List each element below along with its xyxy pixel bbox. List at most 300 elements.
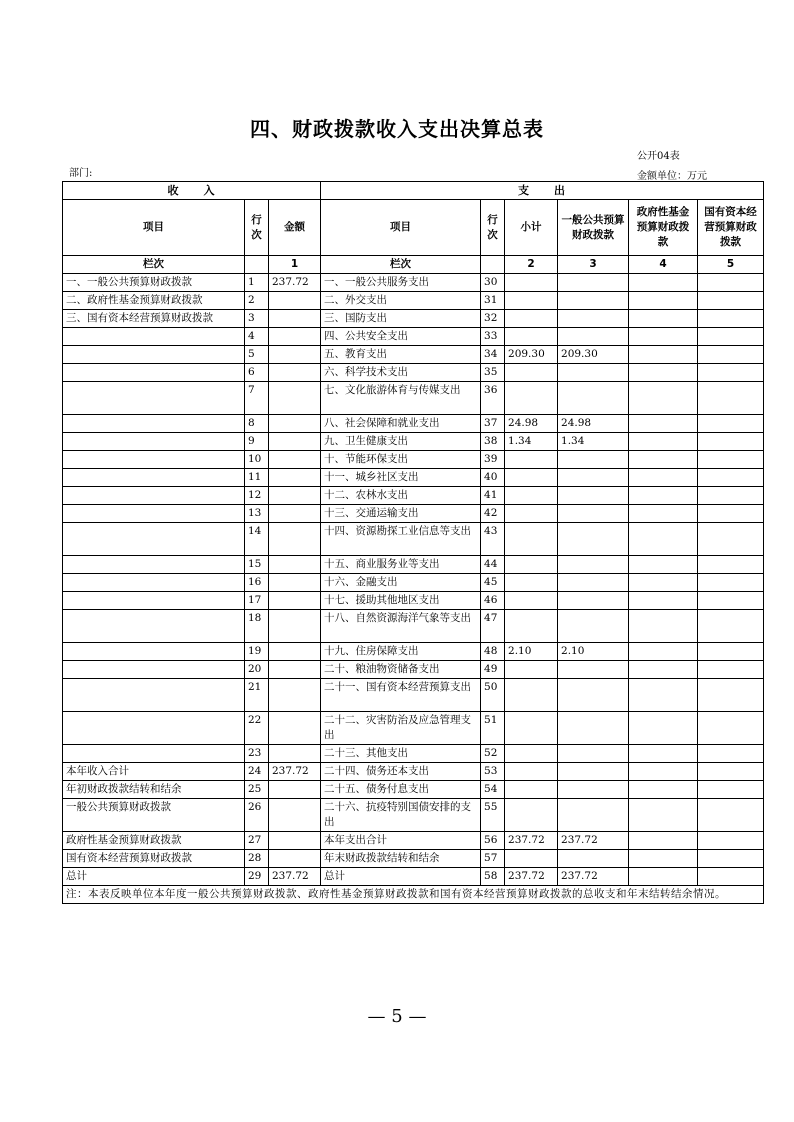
income-item: 一、一般公共预算财政拨款 [63, 274, 245, 292]
income-row-no: 4 [245, 328, 269, 346]
expense-item: 二十五、债务付息支出 [321, 781, 481, 799]
expense-general-budget: 209.30 [558, 346, 629, 364]
expense-gov-fund [629, 364, 698, 382]
expense-subtotal [505, 523, 558, 556]
income-item [63, 364, 245, 382]
expense-item: 七、文化旅游体育与传媒支出 [321, 382, 481, 415]
index-2: 2 [505, 256, 558, 274]
expense-general-budget [558, 661, 629, 679]
income-item [63, 382, 245, 415]
index-label-expense: 栏次 [321, 256, 481, 274]
table-row [63, 451, 764, 469]
expense-state-capital [698, 523, 764, 556]
expense-general-budget [558, 712, 629, 745]
expense-state-capital [698, 433, 764, 451]
col-item-expense: 项目 [321, 200, 481, 256]
expense-subtotal [505, 328, 558, 346]
expense-state-capital [698, 679, 764, 712]
income-row-no: 1 [245, 274, 269, 292]
income-item [63, 679, 245, 712]
income-item [63, 610, 245, 643]
income-amount [269, 346, 321, 364]
income-item [63, 346, 245, 364]
expense-gov-fund [629, 451, 698, 469]
expense-general-budget [558, 610, 629, 643]
expense-subtotal: 2.10 [505, 643, 558, 661]
expense-general-budget [558, 310, 629, 328]
income-amount: 237.72 [269, 763, 321, 781]
table-row [63, 469, 764, 487]
expense-row-no: 43 [481, 523, 505, 556]
expense-state-capital [698, 451, 764, 469]
income-row-no: 9 [245, 433, 269, 451]
expense-gov-fund [629, 679, 698, 712]
expense-row-no: 50 [481, 679, 505, 712]
expense-subtotal [505, 781, 558, 799]
expense-subtotal [505, 799, 558, 832]
expense-subtotal [505, 679, 558, 712]
income-item [63, 415, 245, 433]
expense-subtotal [505, 364, 558, 382]
income-row-no: 5 [245, 346, 269, 364]
income-row-no: 27 [245, 832, 269, 850]
income-row-no: 17 [245, 592, 269, 610]
expense-state-capital [698, 505, 764, 523]
expense-gov-fund [629, 382, 698, 415]
expense-subtotal: 1.34 [505, 433, 558, 451]
expense-gov-fund [629, 310, 698, 328]
expense-subtotal [505, 451, 558, 469]
income-row-no: 2 [245, 292, 269, 310]
income-item [63, 328, 245, 346]
table-row [63, 523, 764, 556]
index-blank-expense [481, 256, 505, 274]
income-item: 年初财政拨款结转和结余 [63, 781, 245, 799]
income-amount [269, 415, 321, 433]
income-amount [269, 592, 321, 610]
expense-gov-fund [629, 712, 698, 745]
income-row-no: 6 [245, 364, 269, 382]
col-row-no-income: 行次 [245, 200, 269, 256]
expense-row-no: 54 [481, 781, 505, 799]
col-amount: 金额 [269, 200, 321, 256]
income-amount [269, 469, 321, 487]
table-row [63, 712, 764, 745]
expense-item: 十六、金融支出 [321, 574, 481, 592]
expense-gov-fund [629, 799, 698, 832]
income-row-no: 29 [245, 868, 269, 886]
expense-subtotal: 24.98 [505, 415, 558, 433]
expense-item: 十、节能环保支出 [321, 451, 481, 469]
expense-row-no: 33 [481, 328, 505, 346]
expense-subtotal: 237.72 [505, 832, 558, 850]
expense-gov-fund [629, 868, 698, 886]
income-amount [269, 505, 321, 523]
expense-item: 三、国防支出 [321, 310, 481, 328]
table-row [63, 679, 764, 712]
expense-gov-fund [629, 850, 698, 868]
expense-row-no: 49 [481, 661, 505, 679]
expense-row-no: 37 [481, 415, 505, 433]
table-row [63, 781, 764, 799]
income-amount [269, 610, 321, 643]
page-number: — 5 — [367, 1006, 427, 1027]
expense-general-budget [558, 745, 629, 763]
income-row-no: 26 [245, 799, 269, 832]
income-item [63, 643, 245, 661]
expense-row-no: 39 [481, 451, 505, 469]
expense-subtotal [505, 610, 558, 643]
department-label: 部门: [69, 168, 93, 179]
income-row-no: 10 [245, 451, 269, 469]
income-amount [269, 487, 321, 505]
expense-row-no: 53 [481, 763, 505, 781]
table-row [63, 661, 764, 679]
expense-general-budget: 2.10 [558, 643, 629, 661]
expense-item: 五、教育支出 [321, 346, 481, 364]
expense-general-budget [558, 487, 629, 505]
expense-row-no: 47 [481, 610, 505, 643]
table-row [63, 574, 764, 592]
table-row [63, 274, 764, 292]
expense-gov-fund [629, 832, 698, 850]
expense-row-no: 36 [481, 382, 505, 415]
expense-state-capital [698, 346, 764, 364]
income-row-no: 7 [245, 382, 269, 415]
expense-state-capital [698, 292, 764, 310]
income-amount [269, 574, 321, 592]
expense-gov-fund [629, 469, 698, 487]
expense-row-no: 42 [481, 505, 505, 523]
income-item [63, 523, 245, 556]
table-row [63, 346, 764, 364]
expense-subtotal [505, 469, 558, 487]
expense-row-no: 46 [481, 592, 505, 610]
income-item [63, 469, 245, 487]
expense-state-capital [698, 868, 764, 886]
table-row [63, 850, 764, 868]
expense-gov-fund [629, 292, 698, 310]
expense-row-no: 35 [481, 364, 505, 382]
expense-gov-fund [629, 781, 698, 799]
expense-item: 年末财政拨款结转和结余 [321, 850, 481, 868]
income-amount [269, 832, 321, 850]
expense-subtotal [505, 574, 558, 592]
table-row [63, 364, 764, 382]
income-row-no: 11 [245, 469, 269, 487]
income-row-no: 22 [245, 712, 269, 745]
expense-header: 支 出 [321, 182, 764, 200]
expense-subtotal [505, 292, 558, 310]
table-row [63, 592, 764, 610]
expense-state-capital [698, 661, 764, 679]
note-row [63, 886, 764, 904]
expense-item: 本年支出合计 [321, 832, 481, 850]
income-row-no: 13 [245, 505, 269, 523]
income-item: 本年收入合计 [63, 763, 245, 781]
expense-subtotal [505, 763, 558, 781]
expense-general-budget [558, 451, 629, 469]
expense-gov-fund [629, 592, 698, 610]
expense-gov-fund [629, 643, 698, 661]
expense-state-capital [698, 574, 764, 592]
expense-general-budget [558, 328, 629, 346]
expense-state-capital [698, 763, 764, 781]
expense-item: 二十一、国有资本经营预算支出 [321, 679, 481, 712]
income-item: 总计 [63, 868, 245, 886]
expense-general-budget: 237.72 [558, 868, 629, 886]
income-amount [269, 850, 321, 868]
table-row [63, 505, 764, 523]
unit-label: 金额单位：万元 [637, 171, 707, 182]
income-row-no: 8 [245, 415, 269, 433]
expense-subtotal [505, 712, 558, 745]
expense-gov-fund [629, 433, 698, 451]
expense-state-capital [698, 364, 764, 382]
expense-general-budget [558, 799, 629, 832]
expense-state-capital [698, 643, 764, 661]
expense-general-budget [558, 523, 629, 556]
index-blank-income [245, 256, 269, 274]
income-item [63, 745, 245, 763]
expense-state-capital [698, 745, 764, 763]
index-label-income: 栏次 [63, 256, 245, 274]
expense-general-budget [558, 574, 629, 592]
expense-item: 十三、交通运输支出 [321, 505, 481, 523]
expense-general-budget [558, 556, 629, 574]
index-4: 4 [629, 256, 698, 274]
table-row [63, 328, 764, 346]
income-item: 国有资本经营预算财政拨款 [63, 850, 245, 868]
income-item [63, 451, 245, 469]
expense-general-budget: 1.34 [558, 433, 629, 451]
index-5: 5 [698, 256, 764, 274]
expense-subtotal [505, 487, 558, 505]
income-amount [269, 451, 321, 469]
expense-gov-fund [629, 745, 698, 763]
index-1: 1 [269, 256, 321, 274]
expense-general-budget: 237.72 [558, 832, 629, 850]
expense-state-capital [698, 799, 764, 832]
expense-item: 十七、援助其他地区支出 [321, 592, 481, 610]
income-amount [269, 712, 321, 745]
table-row [63, 745, 764, 763]
table-note: 注：本表反映单位本年度一般公共预算财政拨款、政府性基金预算财政拨款和国有资本经营预算财政拨款的总收支和年末结转结余情况。 [63, 886, 764, 904]
expense-general-budget [558, 469, 629, 487]
income-item [63, 487, 245, 505]
expense-row-no: 40 [481, 469, 505, 487]
income-row-no: 15 [245, 556, 269, 574]
income-row-no: 3 [245, 310, 269, 328]
income-row-no: 24 [245, 763, 269, 781]
expense-gov-fund [629, 661, 698, 679]
expense-gov-fund [629, 346, 698, 364]
income-amount: 237.72 [269, 274, 321, 292]
table-row [63, 868, 764, 886]
income-row-no: 25 [245, 781, 269, 799]
index-3: 3 [558, 256, 629, 274]
page-title: 四、财政拨款收入支出决算总表 [250, 117, 544, 141]
expense-subtotal [505, 274, 558, 292]
expense-subtotal [505, 850, 558, 868]
expense-gov-fund [629, 574, 698, 592]
expense-subtotal [505, 382, 558, 415]
income-item [63, 712, 245, 745]
table-row [63, 799, 764, 832]
income-amount [269, 799, 321, 832]
expense-general-budget [558, 274, 629, 292]
expense-gov-fund [629, 328, 698, 346]
expense-general-budget [558, 364, 629, 382]
expense-subtotal [505, 310, 558, 328]
expense-state-capital [698, 592, 764, 610]
expense-state-capital [698, 487, 764, 505]
expense-row-no: 30 [481, 274, 505, 292]
expense-state-capital [698, 469, 764, 487]
expense-gov-fund [629, 763, 698, 781]
expense-state-capital [698, 832, 764, 850]
expense-row-no: 56 [481, 832, 505, 850]
expense-row-no: 34 [481, 346, 505, 364]
expense-item: 二十六、抗疫特别国债安排的支出 [321, 799, 481, 832]
expense-row-no: 32 [481, 310, 505, 328]
expense-subtotal [505, 661, 558, 679]
expense-item: 十八、自然资源海洋气象等支出 [321, 610, 481, 643]
income-item: 一般公共预算财政拨款 [63, 799, 245, 832]
expense-general-budget [558, 679, 629, 712]
income-amount [269, 328, 321, 346]
expense-general-budget [558, 850, 629, 868]
income-row-no: 14 [245, 523, 269, 556]
table-row [63, 610, 764, 643]
income-amount: 237.72 [269, 868, 321, 886]
expense-gov-fund [629, 415, 698, 433]
expense-item: 九、卫生健康支出 [321, 433, 481, 451]
expense-item: 十五、商业服务业等支出 [321, 556, 481, 574]
income-amount [269, 364, 321, 382]
income-item [63, 433, 245, 451]
col-gov-fund: 政府性基金预算财政拨款 [629, 200, 698, 256]
income-item [63, 592, 245, 610]
expense-gov-fund [629, 505, 698, 523]
expense-subtotal [505, 592, 558, 610]
income-item [63, 556, 245, 574]
expense-gov-fund [629, 610, 698, 643]
form-code: 公开04表 [637, 151, 680, 162]
table-row [63, 832, 764, 850]
income-row-no: 18 [245, 610, 269, 643]
expense-subtotal: 209.30 [505, 346, 558, 364]
expense-general-budget [558, 505, 629, 523]
income-amount [269, 679, 321, 712]
income-amount [269, 523, 321, 556]
col-item-income: 项目 [63, 200, 245, 256]
expense-subtotal: 237.72 [505, 868, 558, 886]
expense-state-capital [698, 712, 764, 745]
col-general-budget: 一般公共预算财政拨款 [558, 200, 629, 256]
expense-item: 六、科学技术支出 [321, 364, 481, 382]
expense-item: 四、公共安全支出 [321, 328, 481, 346]
expense-row-no: 44 [481, 556, 505, 574]
income-row-no: 23 [245, 745, 269, 763]
table-row [63, 415, 764, 433]
income-amount [269, 556, 321, 574]
expense-general-budget [558, 781, 629, 799]
expense-item: 十二、农林水支出 [321, 487, 481, 505]
table-row [63, 433, 764, 451]
table-row [63, 310, 764, 328]
expense-state-capital [698, 781, 764, 799]
expense-subtotal [505, 556, 558, 574]
col-subtotal: 小计 [505, 200, 558, 256]
expense-row-no: 31 [481, 292, 505, 310]
expense-gov-fund [629, 523, 698, 556]
expense-item: 十一、城乡社区支出 [321, 469, 481, 487]
income-amount [269, 643, 321, 661]
expense-subtotal [505, 745, 558, 763]
expense-subtotal [505, 505, 558, 523]
expense-state-capital [698, 310, 764, 328]
expense-item: 十四、资源勘探工业信息等支出 [321, 523, 481, 556]
expense-gov-fund [629, 487, 698, 505]
expense-item: 二十三、其他支出 [321, 745, 481, 763]
income-amount [269, 433, 321, 451]
expense-state-capital [698, 610, 764, 643]
col-row-no-expense: 行次 [481, 200, 505, 256]
expense-state-capital [698, 382, 764, 415]
income-item [63, 574, 245, 592]
income-row-no: 16 [245, 574, 269, 592]
expense-row-no: 57 [481, 850, 505, 868]
expense-item: 二、外交支出 [321, 292, 481, 310]
income-row-no: 28 [245, 850, 269, 868]
income-row-no: 12 [245, 487, 269, 505]
expense-gov-fund [629, 274, 698, 292]
expense-state-capital [698, 328, 764, 346]
expense-item: 一、一般公共服务支出 [321, 274, 481, 292]
income-amount [269, 781, 321, 799]
expense-item: 十九、住房保障支出 [321, 643, 481, 661]
expense-row-no: 38 [481, 433, 505, 451]
expense-state-capital [698, 415, 764, 433]
expense-gov-fund [629, 556, 698, 574]
expense-row-no: 51 [481, 712, 505, 745]
income-row-no: 21 [245, 679, 269, 712]
expense-general-budget [558, 592, 629, 610]
fiscal-summary-table [62, 181, 764, 904]
expense-row-no: 45 [481, 574, 505, 592]
table-row [63, 382, 764, 415]
expense-item: 总计 [321, 868, 481, 886]
expense-state-capital [698, 274, 764, 292]
income-item: 政府性基金预算财政拨款 [63, 832, 245, 850]
expense-row-no: 55 [481, 799, 505, 832]
table-row [63, 763, 764, 781]
expense-item: 八、社会保障和就业支出 [321, 415, 481, 433]
expense-row-no: 58 [481, 868, 505, 886]
expense-item: 二十、粮油物资储备支出 [321, 661, 481, 679]
table-row [63, 556, 764, 574]
expense-general-budget: 24.98 [558, 415, 629, 433]
income-amount [269, 382, 321, 415]
income-row-no: 20 [245, 661, 269, 679]
income-item [63, 505, 245, 523]
expense-general-budget [558, 382, 629, 415]
expense-item: 二十二、灾害防治及应急管理支出 [321, 712, 481, 745]
income-item [63, 661, 245, 679]
expense-state-capital [698, 556, 764, 574]
table-row [63, 487, 764, 505]
